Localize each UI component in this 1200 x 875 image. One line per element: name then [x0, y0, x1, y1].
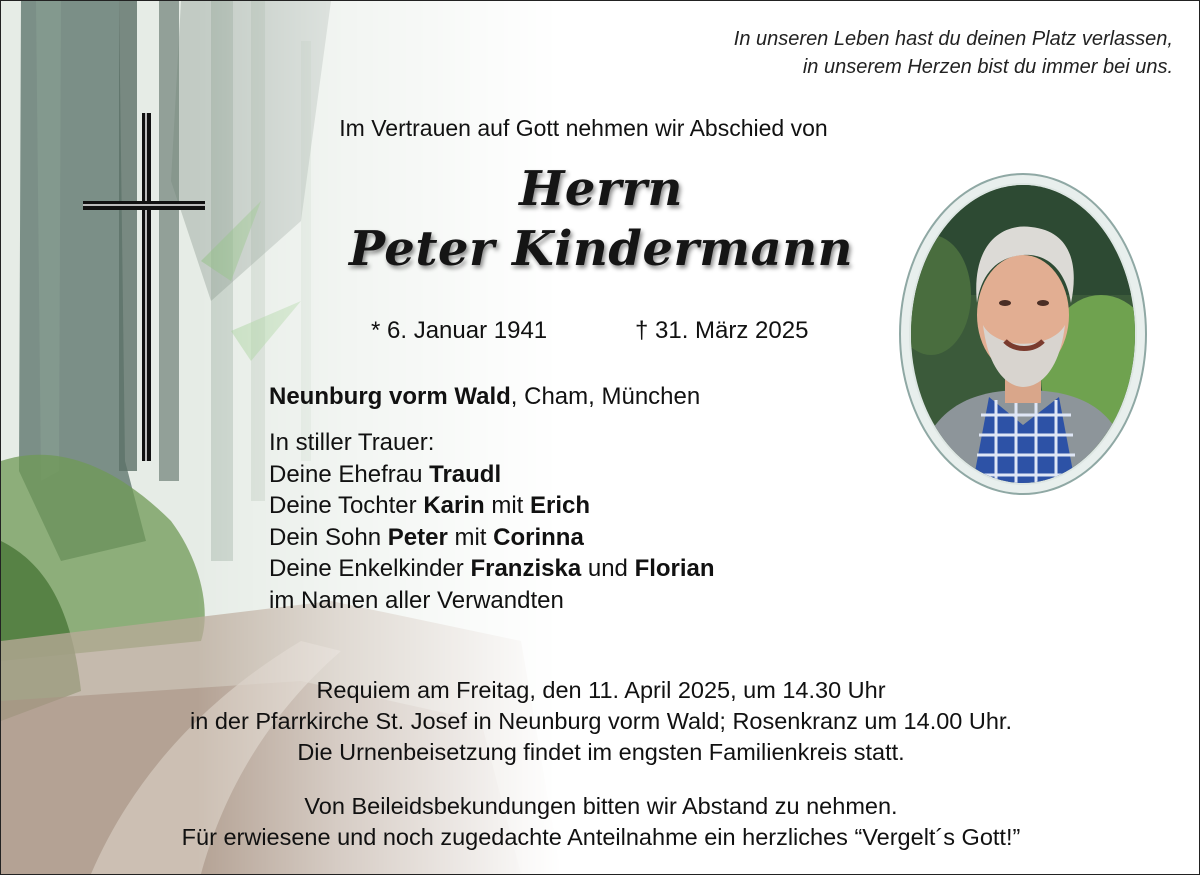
with-text: mit [484, 492, 530, 519]
motto [734, 25, 1173, 81]
list-item [269, 490, 715, 522]
deceased-name: Peter Kindermann [349, 221, 853, 277]
wife-name: Traudl [429, 460, 502, 488]
list-item [269, 553, 715, 585]
grandchildren-prefix: Deine Enkelkinder [269, 555, 471, 582]
grandchild-name: Franziska [470, 555, 582, 582]
motto-line-1: In unseren Leben hast du deinen Platz verlassen, [733, 28, 1173, 50]
daughter-name: Karin [423, 492, 485, 519]
list-item [269, 459, 715, 491]
places [269, 383, 700, 411]
daughter-partner-name: Erich [530, 492, 591, 519]
other-places: , Cham, München [510, 383, 701, 410]
and-text: und [581, 555, 635, 582]
mourners-heading: In stiller Trauer: [269, 429, 435, 456]
wife-prefix: Deine Ehefrau [269, 460, 430, 488]
requiem-line-2: in der Pfarrkirche St. Josef in Neunburg vorm Wald; Rosenkranz um 14.00 Uhr. [190, 708, 1012, 734]
requiem-line-1: Requiem am Freitag, den 11. April 2025, um 14.30 Uhr [316, 677, 886, 703]
requiem-info [1, 675, 1200, 768]
motto-line-2: in unserem Herzen bist du immer bei uns. [802, 56, 1173, 78]
portrait-photo [899, 173, 1147, 495]
thanks-note [1, 791, 1200, 853]
intro-text: Im Vertrauen auf Gott nehmen wir Abschied von [339, 115, 828, 141]
thanks-line-2: Für erwiesene und noch zugedachte Anteilnahme ein herzliches “Vergelt´s Gott!” [181, 824, 1021, 850]
son-partner-name: Corinna [493, 523, 584, 551]
son-name: Peter [387, 523, 448, 551]
requiem-line-3: Die Urnenbeisetzung findet im engsten Familienkreis statt. [297, 739, 905, 765]
thanks-line-1: Von Beileidsbekundungen bitten wir Abstand zu nehmen. [304, 793, 898, 819]
hometown: Neunburg vorm Wald [269, 383, 511, 410]
son-prefix: Dein Sohn [269, 523, 388, 551]
birth-date: * 6. Januar 1941 [371, 317, 548, 344]
daughter-prefix: Deine Tochter [269, 492, 424, 519]
salutation: Herrn [519, 161, 683, 217]
list-item [269, 522, 715, 554]
mourners-list [269, 427, 715, 616]
list-item: im Namen aller Verwandten [269, 586, 564, 614]
with-text: mit [447, 523, 494, 551]
death-date: † 31. März 2025 [635, 317, 809, 344]
grandchild-name: Florian [634, 555, 715, 582]
